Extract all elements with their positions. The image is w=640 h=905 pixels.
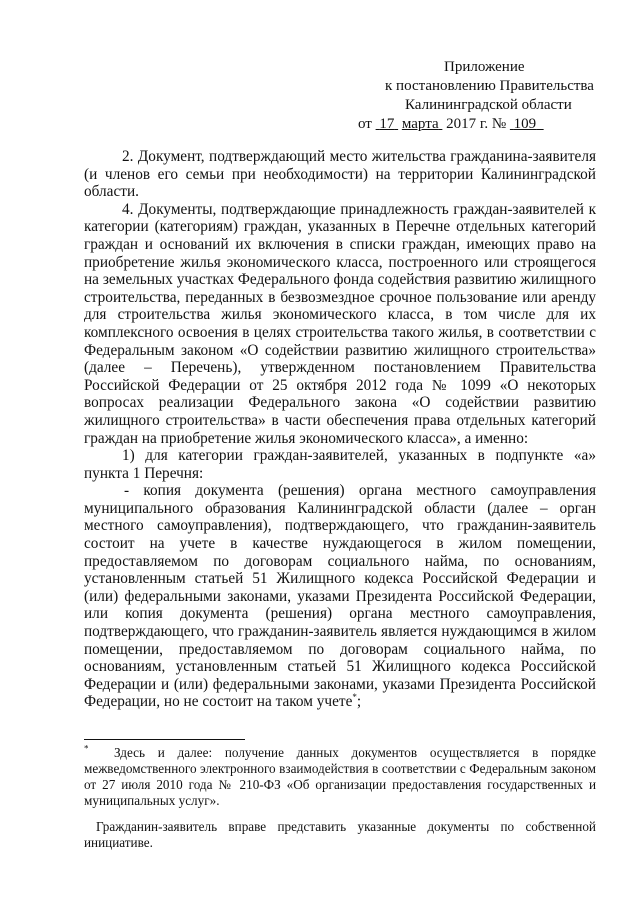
- paragraph-dash-item: [84, 482, 596, 711]
- appendix-date-line: [358, 115, 544, 133]
- dash-item-text: - копия документа (решения) органа местного самоуправления муниципального образования Калининградской области (далее – орган местного самоуправления), подтверждающего, что гражданин-заявитель состоит на учете в качестве нуждающегося в жилом помещении, предоставляемом по договорам социального найма, по основаниям, установленным статьей 51 Жилищного кодекса Российской Федерации и (или) федеральными законами, указами Президента Российской Федерации, или копия документа (решения) органа местного самоуправления, подтверждающего, что гражданин-заявитель является нуждающимся в жилом помещении, предоставляемом по договорам социального найма, по основаниям, установленным статьей 51 Жилищного кодекса Российской Федерации и (или) федеральными законами, указами Президента Российской Федерации, но не состоит на таком учете: [84, 482, 596, 711]
- document-number: 109: [513, 116, 537, 132]
- date-day: 17: [379, 116, 395, 132]
- number-sign: №: [491, 116, 507, 132]
- paragraph-item-2: 2. Документ, подтверждающий место жительства гражданина-заявителя (и членов его семьи при необходимости) на территории Калининградской области.: [84, 148, 596, 201]
- footnote-block: [84, 745, 596, 851]
- footnote-divider: [84, 739, 245, 740]
- footnote-paragraph-1: [84, 745, 596, 809]
- footnote-text-2: Гражданин-заявитель вправе представить указанные документы по собственной инициативе.: [84, 819, 596, 850]
- paragraph-item-4: 4. Документы, подтверждающие принадлежность граждан-заявителей к категории (категориям) граждан, указанных в Перечне отдельных категорий граждан и оснований их включения в списки граждан, имеющих право на приобретение жилья экономического класса, построенного или строящегося на земельных участках Федерального фонда содействия развитию жилищного строительства, переданных в безвозмездное срочное пользование или аренду для строительства жилья экономического класса, в том числе для их комплексного освоения в целях строительства такого жилья, в соответствии с Федеральным законом «О содействии развитию жилищного строительства» (далее – Перечень), утвержденном постановлением Правительства Российской Федерации от 25 октября 2012 года № 1099 «О некоторых вопросах реализации Федерального закона «О содействии развитию жилищного строительства» в части обеспечения права отдельных категорий граждан на приобретение жилья экономического класса», а именно:: [84, 200, 596, 447]
- dash-item-end: ;: [356, 693, 362, 711]
- footnote-text-1: Здесь и далее: получение данных документов осуществляется в порядке межведомственного электронного взаимодействия в соответствии с Федеральным законом от 27 июля 2010 года № 210-ФЗ «Об организации предоставления государственных и муниципальных услуг».: [84, 745, 597, 808]
- appendix-reference: к постановлению Правительства: [385, 78, 594, 94]
- date-prefix: от: [358, 116, 372, 132]
- paragraph-subitem-1: 1) для категории граждан-заявителей, указанных в подпункте «а» пункта 1 Перечня:: [84, 447, 596, 482]
- appendix-title: Приложение: [444, 59, 525, 75]
- date-year: 2017 г.: [446, 116, 489, 132]
- footnote-ref-mark: *: [352, 692, 357, 703]
- document-body: [84, 148, 596, 711]
- date-month: марта: [401, 116, 439, 132]
- footnote-mark: *: [84, 743, 89, 754]
- appendix-region: Калининградской области: [405, 97, 572, 113]
